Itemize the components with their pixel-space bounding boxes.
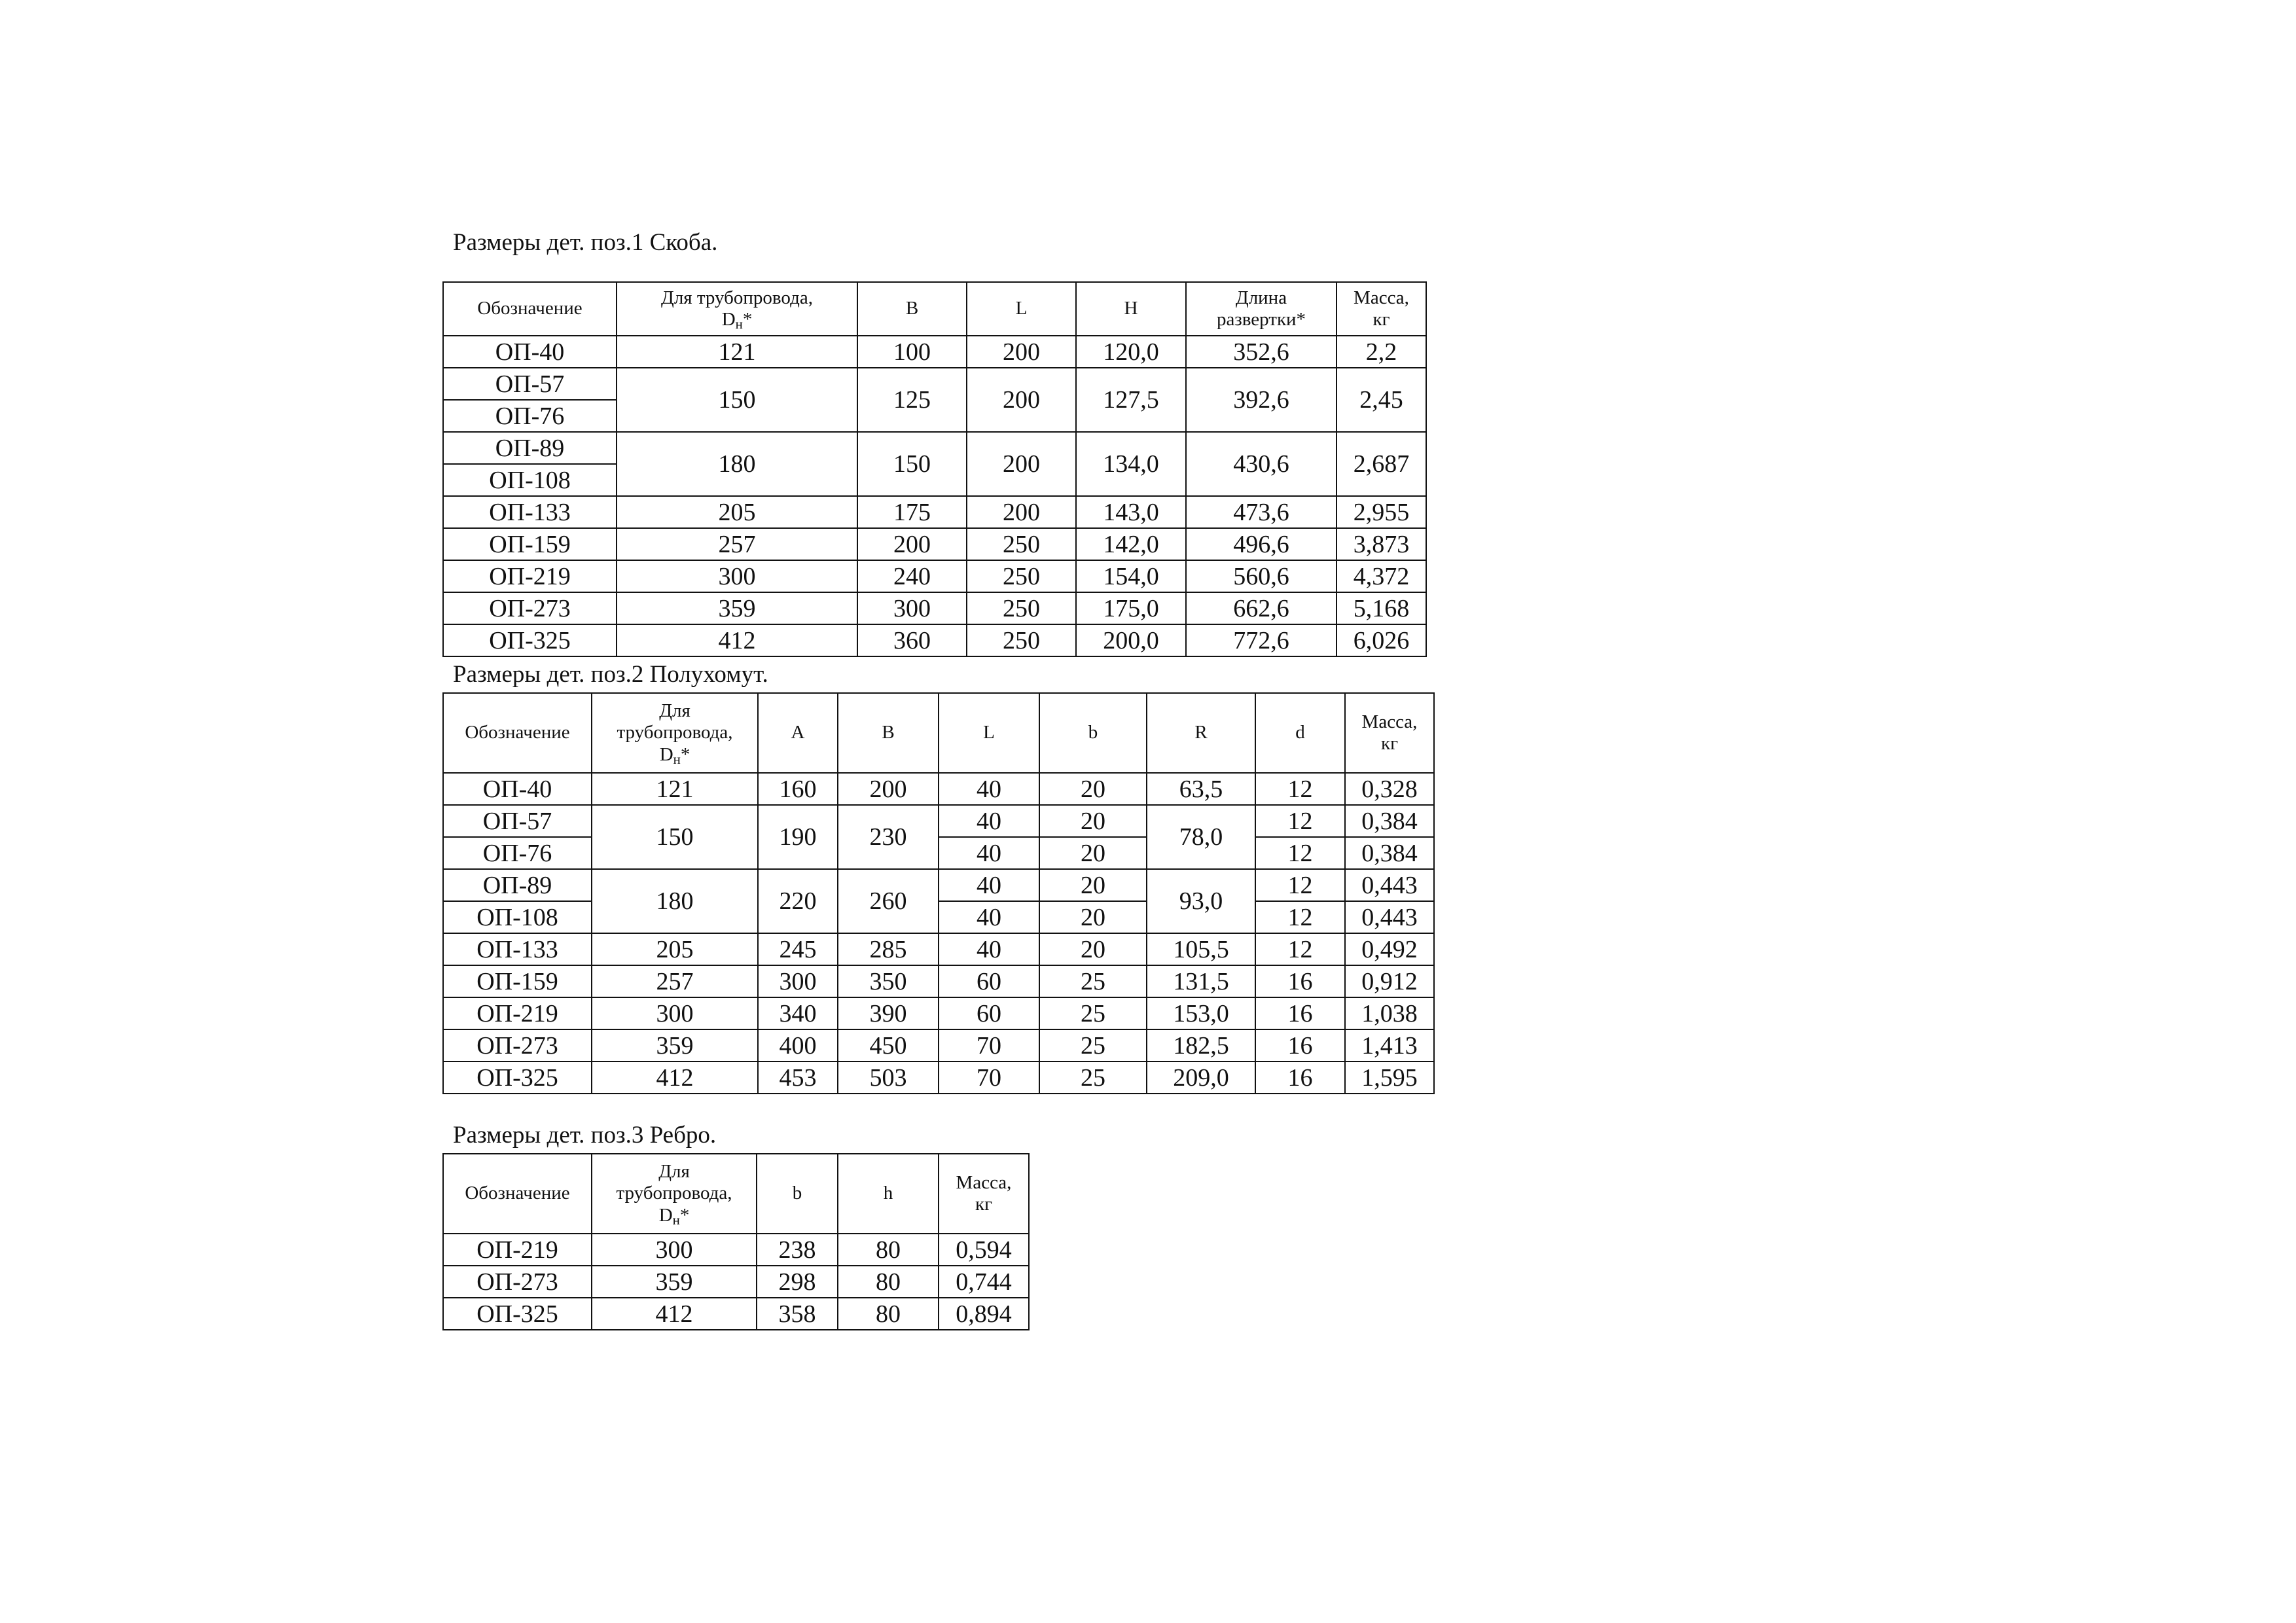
cell-H: 120,0 xyxy=(1076,336,1186,368)
cell-h: 80 xyxy=(838,1298,939,1330)
cell-mass: 0,443 xyxy=(1345,869,1434,901)
table-row xyxy=(443,1061,1434,1094)
cell-A: 160 xyxy=(758,773,838,805)
cell-b: 25 xyxy=(1039,1029,1147,1061)
cell-designation: ОП-76 xyxy=(443,400,617,432)
table-row xyxy=(443,560,1426,592)
table3-header-row xyxy=(443,1154,1029,1234)
cell-designation: ОП-325 xyxy=(443,624,617,656)
cell-b: 25 xyxy=(1039,997,1147,1029)
cell-designation: ОП-219 xyxy=(443,1234,592,1266)
cell-d: 16 xyxy=(1255,965,1345,997)
cell-L: 200 xyxy=(967,336,1076,368)
cell-d: 12 xyxy=(1255,837,1345,869)
header-B: B xyxy=(838,693,939,773)
cell-development-length: 473,6 xyxy=(1186,496,1336,528)
header-pipe-diameter: Для трубопровода, $D_н*$ xyxy=(592,693,758,773)
cell-mass: 0,443 xyxy=(1345,901,1434,933)
cell-L: 40 xyxy=(939,805,1039,837)
table2-caption: Размеры дет. поз.2 Полухомут. xyxy=(453,661,768,688)
cell-pipe-diameter: 257 xyxy=(617,528,857,560)
cell-mass: 2,687 xyxy=(1336,432,1426,496)
cell-d: 12 xyxy=(1255,933,1345,965)
header-L: L xyxy=(967,282,1076,336)
cell-mass: 2,45 xyxy=(1336,368,1426,432)
cell-designation: ОП-219 xyxy=(443,997,592,1029)
cell-B: 175 xyxy=(857,496,967,528)
table-row xyxy=(443,933,1434,965)
cell-R: 182,5 xyxy=(1147,1029,1255,1061)
cell-designation: ОП-159 xyxy=(443,965,592,997)
header-development-length: Длина развертки* xyxy=(1186,282,1336,336)
table-row xyxy=(443,1298,1029,1330)
table-row xyxy=(443,1234,1029,1266)
cell-pipe-diameter: 257 xyxy=(592,965,758,997)
cell-B: 150 xyxy=(857,432,967,496)
cell-pipe-diameter: 359 xyxy=(592,1266,757,1298)
cell-B: 200 xyxy=(838,773,939,805)
cell-L: 40 xyxy=(939,773,1039,805)
cell-L: 40 xyxy=(939,901,1039,933)
table-row xyxy=(443,592,1426,624)
header-mass: Масса, кг xyxy=(1336,282,1426,336)
cell-d: 12 xyxy=(1255,773,1345,805)
cell-pipe-diameter: 359 xyxy=(617,592,857,624)
cell-A: 245 xyxy=(758,933,838,965)
table2 xyxy=(442,692,1435,1094)
cell-L: 200 xyxy=(967,432,1076,496)
cell-pipe-diameter: 121 xyxy=(592,773,758,805)
cell-d: 16 xyxy=(1255,997,1345,1029)
cell-R: 78,0 xyxy=(1147,805,1255,869)
cell-L: 40 xyxy=(939,869,1039,901)
cell-H: 200,0 xyxy=(1076,624,1186,656)
cell-development-length: 496,6 xyxy=(1186,528,1336,560)
cell-pipe-diameter: 300 xyxy=(592,1234,757,1266)
header-pipe-diameter: Для трубопровода, $D_н*$ xyxy=(617,282,857,336)
cell-L: 40 xyxy=(939,933,1039,965)
cell-mass: 0,594 xyxy=(939,1234,1029,1266)
header-R: R xyxy=(1147,693,1255,773)
cell-H: 142,0 xyxy=(1076,528,1186,560)
table1 xyxy=(442,281,1427,657)
cell-B: 200 xyxy=(857,528,967,560)
cell-H: 143,0 xyxy=(1076,496,1186,528)
table2-header-row xyxy=(443,693,1434,773)
cell-mass: 0,328 xyxy=(1345,773,1434,805)
cell-b: 238 xyxy=(757,1234,838,1266)
cell-B: 350 xyxy=(838,965,939,997)
cell-b: 20 xyxy=(1039,805,1147,837)
cell-development-length: 352,6 xyxy=(1186,336,1336,368)
cell-mass: 1,595 xyxy=(1345,1061,1434,1094)
cell-designation: ОП-133 xyxy=(443,496,617,528)
cell-mass: 0,894 xyxy=(939,1298,1029,1330)
cell-pipe-diameter: 359 xyxy=(592,1029,758,1061)
header-A: A xyxy=(758,693,838,773)
cell-designation: ОП-133 xyxy=(443,933,592,965)
table-row xyxy=(443,432,1426,464)
cell-pipe-diameter: 121 xyxy=(617,336,857,368)
header-designation: Обозначение xyxy=(443,1154,592,1234)
cell-designation: ОП-273 xyxy=(443,1029,592,1061)
cell-h: 80 xyxy=(838,1234,939,1266)
cell-development-length: 662,6 xyxy=(1186,592,1336,624)
cell-L: 250 xyxy=(967,624,1076,656)
table-row xyxy=(443,1266,1029,1298)
cell-B: 285 xyxy=(838,933,939,965)
cell-b: 20 xyxy=(1039,901,1147,933)
cell-A: 300 xyxy=(758,965,838,997)
table3-caption: Размеры дет. поз.3 Ребро. xyxy=(453,1122,717,1149)
cell-H: 134,0 xyxy=(1076,432,1186,496)
cell-d: 12 xyxy=(1255,901,1345,933)
cell-L: 200 xyxy=(967,368,1076,432)
cell-b: 298 xyxy=(757,1266,838,1298)
cell-B: 240 xyxy=(857,560,967,592)
header-B: B xyxy=(857,282,967,336)
cell-mass: 0,384 xyxy=(1345,805,1434,837)
cell-b: 20 xyxy=(1039,933,1147,965)
header-b: b xyxy=(1039,693,1147,773)
cell-development-length: 560,6 xyxy=(1186,560,1336,592)
cell-L: 70 xyxy=(939,1061,1039,1094)
cell-B: 300 xyxy=(857,592,967,624)
cell-A: 453 xyxy=(758,1061,838,1094)
cell-B: 360 xyxy=(857,624,967,656)
cell-R: 93,0 xyxy=(1147,869,1255,933)
cell-b: 20 xyxy=(1039,869,1147,901)
header-mass: Масса, кг xyxy=(939,1154,1029,1234)
cell-mass: 0,912 xyxy=(1345,965,1434,997)
cell-L: 250 xyxy=(967,528,1076,560)
cell-mass: 0,492 xyxy=(1345,933,1434,965)
cell-designation: ОП-57 xyxy=(443,368,617,400)
header-designation: Обозначение xyxy=(443,282,617,336)
table-row xyxy=(443,496,1426,528)
cell-pipe-diameter: 412 xyxy=(592,1061,758,1094)
cell-mass: 3,873 xyxy=(1336,528,1426,560)
cell-designation: ОП-273 xyxy=(443,592,617,624)
cell-mass: 6,026 xyxy=(1336,624,1426,656)
cell-b: 358 xyxy=(757,1298,838,1330)
table-row xyxy=(443,773,1434,805)
header-L: L xyxy=(939,693,1039,773)
cell-designation: ОП-108 xyxy=(443,464,617,496)
table-row xyxy=(443,997,1434,1029)
table-row xyxy=(443,965,1434,997)
cell-pipe-diameter: 412 xyxy=(617,624,857,656)
cell-designation: ОП-325 xyxy=(443,1061,592,1094)
cell-designation: ОП-57 xyxy=(443,805,592,837)
cell-mass: 1,413 xyxy=(1345,1029,1434,1061)
cell-B: 260 xyxy=(838,869,939,933)
table-row xyxy=(443,1029,1434,1061)
cell-mass: 2,2 xyxy=(1336,336,1426,368)
cell-designation: ОП-325 xyxy=(443,1298,592,1330)
cell-mass: 0,384 xyxy=(1345,837,1434,869)
cell-d: 16 xyxy=(1255,1029,1345,1061)
cell-pipe-diameter: 300 xyxy=(617,560,857,592)
cell-R: 131,5 xyxy=(1147,965,1255,997)
cell-R: 209,0 xyxy=(1147,1061,1255,1094)
cell-designation: ОП-108 xyxy=(443,901,592,933)
table1-caption: Размеры дет. поз.1 Скоба. xyxy=(453,229,718,256)
cell-R: 63,5 xyxy=(1147,773,1255,805)
table-row xyxy=(443,805,1434,837)
cell-B: 230 xyxy=(838,805,939,869)
cell-pipe-diameter: 150 xyxy=(617,368,857,432)
table-row xyxy=(443,336,1426,368)
cell-H: 127,5 xyxy=(1076,368,1186,432)
cell-mass: 4,372 xyxy=(1336,560,1426,592)
cell-designation: ОП-219 xyxy=(443,560,617,592)
cell-B: 390 xyxy=(838,997,939,1029)
cell-B: 503 xyxy=(838,1061,939,1094)
cell-h: 80 xyxy=(838,1266,939,1298)
cell-designation: ОП-40 xyxy=(443,336,617,368)
cell-mass: 0,744 xyxy=(939,1266,1029,1298)
cell-pipe-diameter: 205 xyxy=(592,933,758,965)
cell-A: 340 xyxy=(758,997,838,1029)
cell-d: 12 xyxy=(1255,805,1345,837)
cell-pipe-diameter: 300 xyxy=(592,997,758,1029)
cell-designation: ОП-273 xyxy=(443,1266,592,1298)
header-b: b xyxy=(757,1154,838,1234)
cell-designation: ОП-40 xyxy=(443,773,592,805)
cell-A: 190 xyxy=(758,805,838,869)
header-d: d xyxy=(1255,693,1345,773)
cell-designation: ОП-89 xyxy=(443,869,592,901)
cell-mass: 5,168 xyxy=(1336,592,1426,624)
cell-L: 70 xyxy=(939,1029,1039,1061)
header-designation: Обозначение xyxy=(443,693,592,773)
cell-d: 12 xyxy=(1255,869,1345,901)
cell-B: 100 xyxy=(857,336,967,368)
cell-L: 40 xyxy=(939,837,1039,869)
cell-pipe-diameter: 150 xyxy=(592,805,758,869)
cell-L: 250 xyxy=(967,592,1076,624)
cell-pipe-diameter: 205 xyxy=(617,496,857,528)
cell-development-length: 430,6 xyxy=(1186,432,1336,496)
cell-B: 125 xyxy=(857,368,967,432)
cell-b: 25 xyxy=(1039,965,1147,997)
cell-pipe-diameter: 180 xyxy=(592,869,758,933)
table3 xyxy=(442,1153,1030,1330)
cell-L: 60 xyxy=(939,997,1039,1029)
header-mass: Масса, кг xyxy=(1345,693,1434,773)
table-row xyxy=(443,368,1426,400)
cell-L: 250 xyxy=(967,560,1076,592)
cell-H: 154,0 xyxy=(1076,560,1186,592)
cell-pipe-diameter: 412 xyxy=(592,1298,757,1330)
cell-development-length: 392,6 xyxy=(1186,368,1336,432)
cell-H: 175,0 xyxy=(1076,592,1186,624)
cell-designation: ОП-159 xyxy=(443,528,617,560)
cell-A: 220 xyxy=(758,869,838,933)
cell-b: 20 xyxy=(1039,837,1147,869)
cell-mass: 2,955 xyxy=(1336,496,1426,528)
cell-R: 153,0 xyxy=(1147,997,1255,1029)
table-row xyxy=(443,528,1426,560)
header-pipe-diameter: Для трубопровода, $D_н*$ xyxy=(592,1154,757,1234)
cell-R: 105,5 xyxy=(1147,933,1255,965)
cell-A: 400 xyxy=(758,1029,838,1061)
table-row xyxy=(443,869,1434,901)
header-h: h xyxy=(838,1154,939,1234)
table1-header-row xyxy=(443,282,1426,336)
cell-b: 25 xyxy=(1039,1061,1147,1094)
cell-L: 60 xyxy=(939,965,1039,997)
cell-L: 200 xyxy=(967,496,1076,528)
cell-B: 450 xyxy=(838,1029,939,1061)
cell-b: 20 xyxy=(1039,773,1147,805)
header-H: H xyxy=(1076,282,1186,336)
cell-designation: ОП-89 xyxy=(443,432,617,464)
table-row xyxy=(443,624,1426,656)
cell-mass: 1,038 xyxy=(1345,997,1434,1029)
cell-pipe-diameter: 180 xyxy=(617,432,857,496)
cell-designation: ОП-76 xyxy=(443,837,592,869)
cell-development-length: 772,6 xyxy=(1186,624,1336,656)
cell-d: 16 xyxy=(1255,1061,1345,1094)
